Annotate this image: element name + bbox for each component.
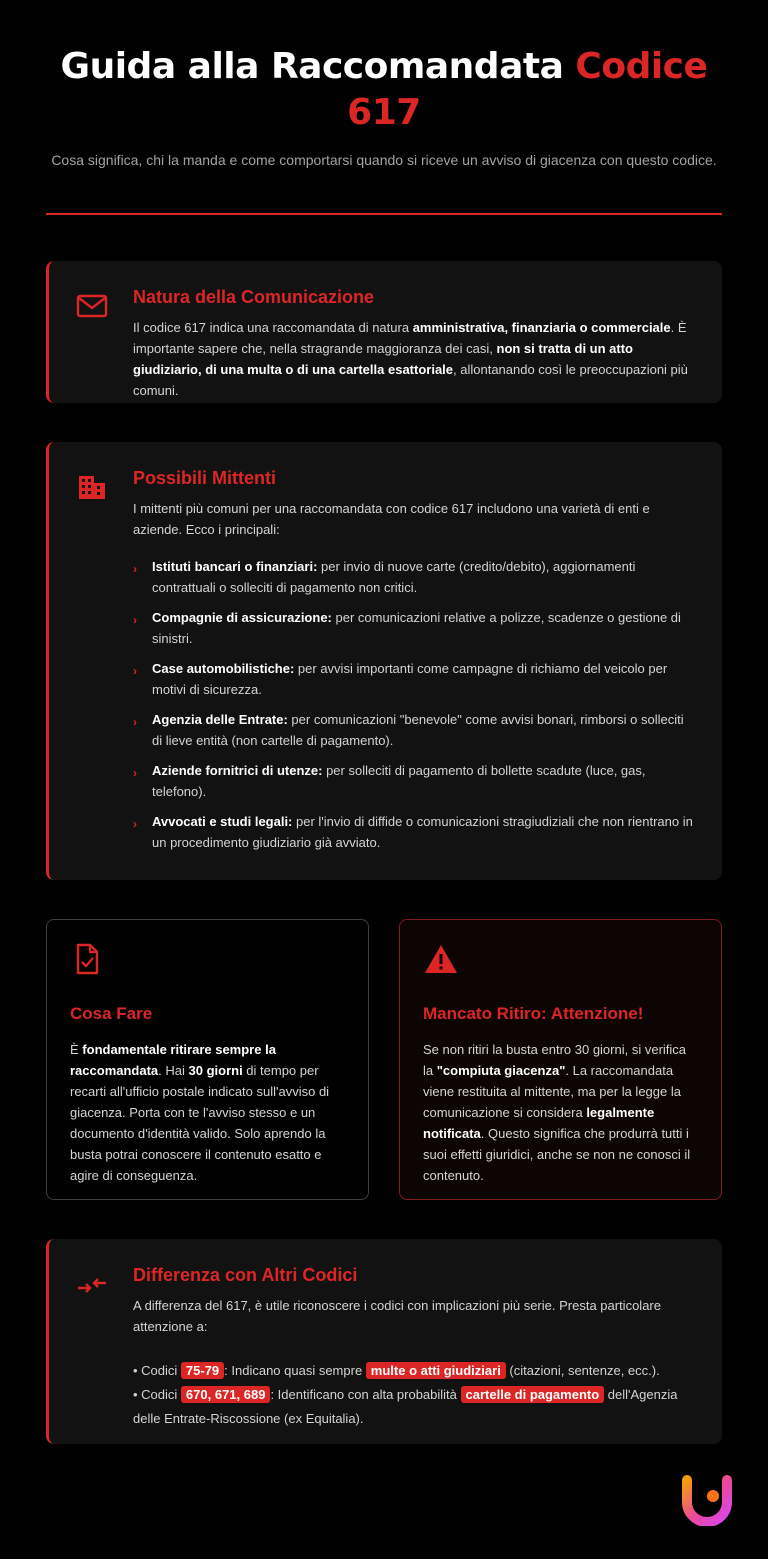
page-subtitle: Cosa significa, chi la manda e come comportarsi quando si riceve un avviso di giacenza con questo codice. [51, 152, 717, 168]
senders-card [46, 442, 722, 880]
todo-card [46, 919, 369, 1200]
list-item: › Aziende fornitrici di utenze: per solleciti di pagamento di bollette scadute (luce, gas, telefono). [133, 763, 646, 799]
page-header [46, 44, 722, 171]
page-title: Guida alla Raccomandata Codice 617 [60, 46, 708, 133]
nature-card [46, 261, 722, 403]
list-item: › Compagnie di assicurazione: per comunicazioni relative a polizze, scadenze o gestione di sinistri. [133, 610, 681, 646]
brand-logo-icon [681, 1474, 733, 1526]
diff-title: Differenza con Altri Codici [133, 1265, 358, 1285]
warning-card [399, 919, 722, 1200]
warning-title: Mancato Ritiro: Attenzione! [423, 1004, 644, 1023]
code-row: • Codici 670, 671, 689 : Identificano con alta probabilità cartelle di pagamento dell'Agenzia delle Entrate-Riscossione (ex Equitalia). [133, 1387, 678, 1426]
document-check-icon [70, 942, 104, 976]
chevron-right-icon: › [133, 613, 137, 627]
diff-card [46, 1239, 722, 1444]
list-item: › Agenzia delle Entrate: per comunicazioni "benevole" come avvisi bonari, rimborsi o solleciti di lieve entità (non cartelle di pagamento). [133, 712, 684, 748]
code-badge: 670, 671, 689 [181, 1386, 271, 1403]
warning-icon [423, 942, 459, 976]
senders-list [133, 556, 696, 853]
nature-title: Natura della Comunicazione [133, 287, 375, 307]
header-divider [46, 213, 722, 215]
highlight-badge: multe o atti giudiziari [366, 1362, 506, 1379]
senders-title: Possibili Mittenti [133, 468, 277, 488]
code-badge: 75-79 [181, 1362, 224, 1379]
diff-intro: A differenza del 617, è utile riconoscere i codici con implicazioni più serie. Presta particolare attenzione a: [133, 1298, 661, 1334]
list-item: › Avvocati e studi legali: per l'invio di diffide o comunicazioni stragiudiziali che non rientrano in un procedimento giudiziario già avviato. [133, 814, 693, 850]
warning-text: Se non ritiri la busta entro 30 giorni, si verifica la "compiuta giacenza". La raccomandata viene restituita al mittente, ma per la legge la comunicazione si considera legalmente notificata. Questo significa che produrrà tutti i suoi effetti giuridici, anche se non ne conosci il contenuto. [423, 1042, 691, 1183]
todo-title: Cosa Fare [70, 1004, 153, 1023]
chevron-right-icon: › [133, 562, 137, 576]
senders-intro: I mittenti più comuni per una raccomandata con codice 617 includono una varietà di enti e aziende. Ecco i principali: [133, 501, 650, 537]
compare-arrows-icon [75, 1269, 109, 1303]
list-item: › Istituti bancari o finanziari: per invio di nuove carte (credito/debito), aggiornamenti contrattuali o solleciti di pagamento non critici. [133, 559, 636, 595]
chevron-right-icon: › [133, 664, 137, 678]
highlight-badge: cartelle di pagamento [461, 1386, 605, 1403]
code-row: • Codici 75-79 : Indicano quasi sempre multe o atti giudiziari (citazioni, sentenze, ecc.). [133, 1363, 660, 1378]
list-item: › Case automobilistiche: per avvisi importanti come campagne di richiamo del veicolo per motivi di sicurezza. [133, 661, 668, 697]
codes-list [133, 1359, 696, 1431]
todo-text: È fondamentale ritirare sempre la raccomandata. Hai 30 giorni di tempo per recarti all'ufficio postale indicato sull'avviso di giacenza. Porta con te l'avviso stesso e un documento d'identità valido. Solo aprendo la busta potrai conoscere il contenuto esatto e agire di conseguenza. [70, 1042, 330, 1183]
chevron-right-icon: › [133, 817, 137, 831]
chevron-right-icon: › [133, 715, 137, 729]
chevron-right-icon: › [133, 766, 137, 780]
building-icon [75, 470, 109, 504]
mail-icon [75, 289, 109, 323]
nature-text: Il codice 617 indica una raccomandata di natura amministrativa, finanziaria o commerciale. È importante sapere che, nella stragrande maggioranza dei casi, non si tratta di un atto giudiziario, di una multa o di una cartella esattoriale, allontanando così le preoccupazioni più comuni. [133, 320, 688, 398]
